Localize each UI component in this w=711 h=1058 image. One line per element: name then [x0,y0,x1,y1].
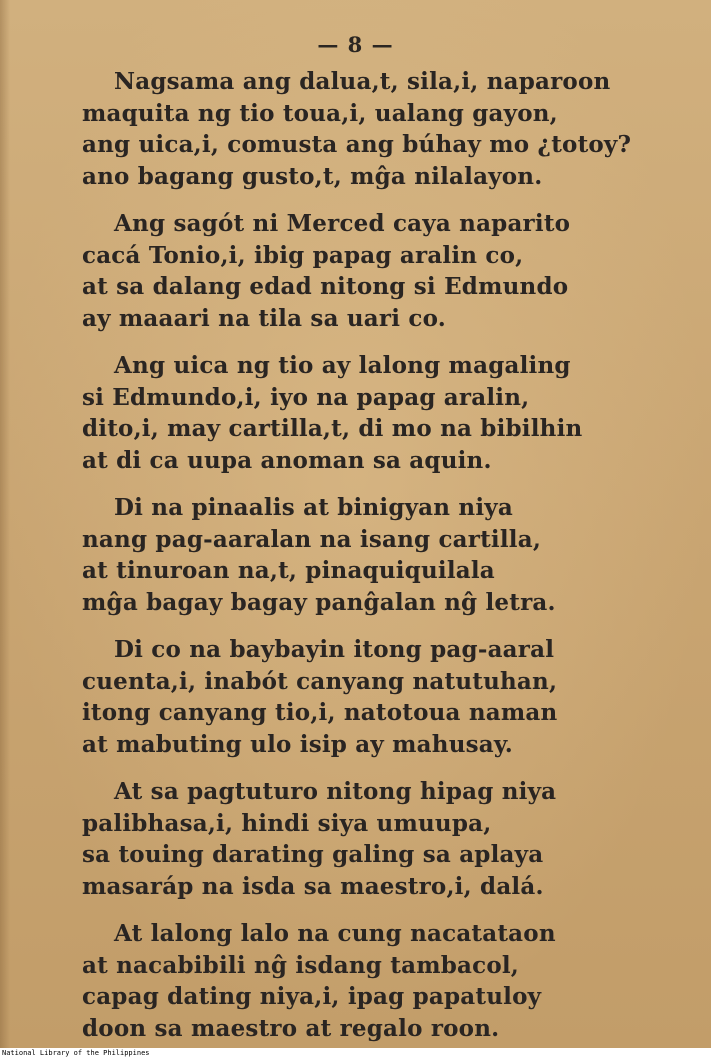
verse-line: cacá Tonio,i, ibig papag aralin co, [82,241,524,269]
stanza [0,208,711,334]
verse-line: at mabuting ulo isip ay mahusay. [82,730,514,758]
footer-credit: National Library of the Philippines [2,1049,150,1057]
stanza [0,776,711,902]
verse-line: at tinuroan na,t, pinaquiquilala [82,557,495,584]
page-number: — 8 — [317,32,394,57]
verse-line: mĝa bagay bagay panĝalan nĝ letra. [82,588,556,616]
verse-line: at nacabibili nĝ isdang tambacol, [82,951,520,979]
verse-line: Di co na baybayin itong pag-aaral [114,636,555,663]
verse-line: maquita ng tio toua,i, ualang gayon, [82,99,558,127]
verse-line: doon sa maestro at regalo roon. [82,1014,500,1042]
stanza [0,66,711,192]
stanza [0,492,711,618]
verse-line: Di na pinaalis at binigyan niya [114,494,513,521]
verse-line: ang uica,i, comusta ang búhay mo ¿totoy? [82,131,632,158]
poem-body [0,66,711,1048]
stanza [0,918,711,1044]
verse-line: si Edmundo,i, iyo na papag aralin, [82,383,530,411]
verse-line: cuenta,i, inabót canyang natutuhan, [82,667,558,695]
verse-line: Ang uica ng tio ay lalong magaling [114,352,571,379]
verse-line: masaráp na isda sa maestro,i, dalá. [82,872,544,900]
verse-line: dito,i, may cartilla,t, di mo na bibilhin [82,415,583,442]
verse-line: at sa dalang edad nitong si Edmundo [82,273,569,300]
verse-line: ano bagang gusto,t, mĝa nilalayon. [82,162,543,190]
verse-line: ay maaari na tila sa uari co. [82,304,446,332]
verse-line: nang pag-aaralan na isang cartilla, [82,525,542,553]
verse-line: Nagsama ang dalua,t, sila,i, naparoon [114,68,611,95]
stanza [0,350,711,476]
verse-line: At sa pagtuturo nitong hipag niya [114,778,557,805]
verse-line: sa touing darating galing sa aplaya [82,841,544,868]
stanza [0,634,711,760]
verse-line: palibhasa,i, hindi siya umuupa, [82,809,492,837]
verse-line: capag dating niya,i, ipag papatuloy [82,983,542,1010]
footer-bar [0,1048,711,1058]
verse-line: Ang sagót ni Merced caya naparito [114,210,571,237]
verse-line: at di ca uupa anoman sa aquin. [82,446,492,474]
verse-line: At lalong lalo na cung nacatataon [114,920,556,947]
verse-line: itong canyang tio,i, natotoua naman [82,699,558,726]
